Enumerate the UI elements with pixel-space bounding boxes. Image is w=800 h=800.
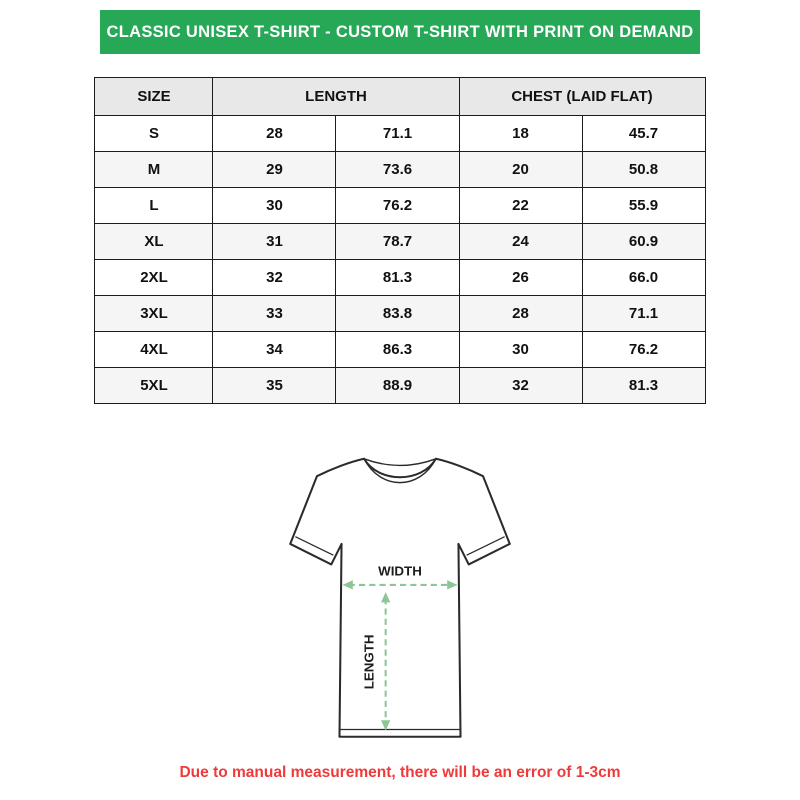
table-row [95,152,705,188]
page-title: CLASSIC UNISEX T-SHIRT - CUSTOM T-SHIRT WITH PRINT ON DEMAND [106,22,694,41]
size-cell: 2XL [95,260,213,296]
chest-cm-cell: 50.8 [582,152,705,188]
length-label: LENGTH [361,634,377,690]
chest-in-cell: 30 [459,332,582,368]
chest-cm-cell: 55.9 [582,188,705,224]
measurement-note: Due to manual measurement, there will be an error of 1-3cm [179,764,621,781]
size-cell: S [95,116,213,152]
title-banner [100,10,700,54]
length-in-cell: 30 [213,188,336,224]
table-row [95,260,705,296]
size-cell: 4XL [95,332,213,368]
chest-in-cell: 24 [459,224,582,260]
chest-in-cell: 26 [459,260,582,296]
size-cell: XL [95,224,213,260]
length-in-cell: 31 [213,224,336,260]
table-body [95,116,705,404]
table-header [95,78,705,116]
chest-in-cell: 32 [459,368,582,404]
table-header-row [95,78,705,116]
size-cell: 5XL [95,368,213,404]
length-cm-cell: 71.1 [336,116,459,152]
length-cm-cell: 88.9 [336,368,459,404]
table-row [95,188,705,224]
chest-cm-cell: 76.2 [582,332,705,368]
length-in-cell: 28 [213,116,336,152]
length-in-cell: 32 [213,260,336,296]
col-header-size: SIZE [95,78,213,116]
chest-cm-cell: 66.0 [582,260,705,296]
chest-in-cell: 20 [459,152,582,188]
length-cm-cell: 78.7 [336,224,459,260]
width-label: WIDTH [378,563,422,579]
length-in-cell: 33 [213,296,336,332]
chest-cm-cell: 71.1 [582,296,705,332]
table-row [95,116,705,152]
size-cell: M [95,152,213,188]
size-cell: 3XL [95,296,213,332]
chest-cm-cell: 60.9 [582,224,705,260]
tshirt-diagram-svg [235,428,565,748]
table-row [95,296,705,332]
length-in-cell: 29 [213,152,336,188]
table-row [95,224,705,260]
chest-cm-cell: 45.7 [582,116,705,152]
length-cm-cell: 76.2 [336,188,459,224]
col-header-chest: CHEST (LAID FLAT) [459,78,705,116]
length-cm-cell: 83.8 [336,296,459,332]
table-row [95,332,705,368]
col-header-length: LENGTH [213,78,459,116]
size-chart-table [94,77,705,404]
chest-in-cell: 28 [459,296,582,332]
length-cm-cell: 81.3 [336,260,459,296]
tshirt-outline [290,459,509,737]
back-collar-line [364,459,436,466]
chest-in-cell: 22 [459,188,582,224]
footer [179,764,620,782]
chest-cm-cell: 81.3 [582,368,705,404]
size-cell: L [95,188,213,224]
length-cm-cell: 73.6 [336,152,459,188]
table-row [95,368,705,404]
tshirt-measurement-diagram [235,428,565,748]
length-cm-cell: 86.3 [336,332,459,368]
length-in-cell: 34 [213,332,336,368]
chest-in-cell: 18 [459,116,582,152]
length-in-cell: 35 [213,368,336,404]
